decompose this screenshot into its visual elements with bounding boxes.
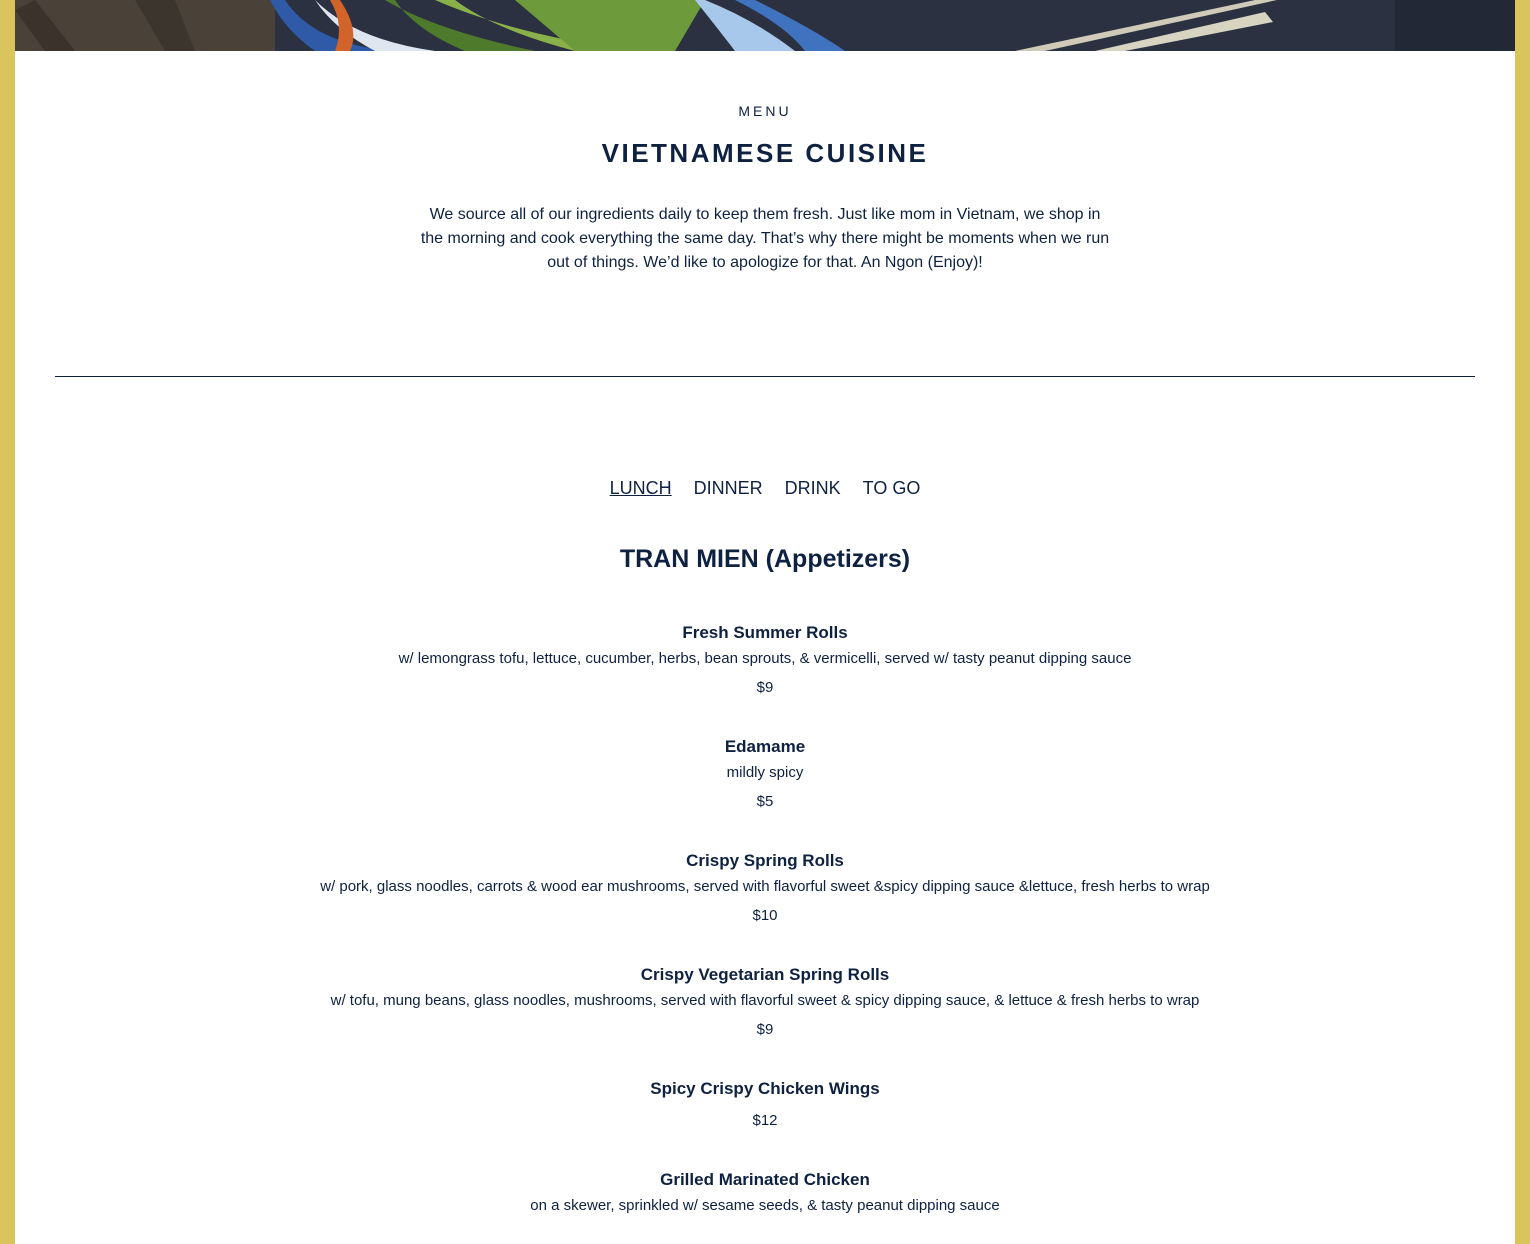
- intro-paragraph: We source all of our ingredients daily to keep them fresh. Just like mom in Vietnam, we shop in the morning and cook everything the same day. That’s why there might be moments when we run out of things. We’d like to apologize for that. An Ngon (Enjoy)!: [420, 206, 1110, 271]
- menu-item: [285, 620, 1245, 698]
- menu-tabs: [15, 478, 1515, 499]
- menu-item: [285, 1076, 1245, 1131]
- menu-item-name: Grilled Marinated Chicken: [660, 1170, 870, 1189]
- menu-item-description: w/ tofu, mung beans, glass noodles, mushrooms, served with flavorful sweet & spicy dipping sauce, & lettuce & fresh herbs to wrap: [330, 992, 1200, 1009]
- menu-item-name: Fresh Summer Rolls: [682, 623, 848, 642]
- menu-item-name: Spicy Crispy Chicken Wings: [650, 1079, 880, 1098]
- menu-eyebrow: MENU: [738, 103, 792, 119]
- menu-item-name: Crispy Vegetarian Spring Rolls: [640, 965, 890, 984]
- tab-dinner[interactable]: DINNER: [693, 478, 763, 498]
- menu-item-price: $5: [756, 793, 774, 810]
- menu-item-description: mildly spicy: [726, 764, 804, 781]
- menu-item-description: on a skewer, sprinkled w/ sesame seeds, & tasty peanut dipping sauce: [530, 1197, 1000, 1214]
- page-frame: [15, 0, 1515, 1244]
- hero-banner-image: [15, 0, 1515, 51]
- section-title: TRAN MIEN (Appetizers): [619, 545, 911, 573]
- menu-item-name: Edamame: [724, 737, 806, 756]
- menu-item-list: [285, 620, 1245, 1244]
- menu-item: [285, 962, 1245, 1040]
- menu-item-price: $9: [756, 679, 774, 696]
- tab-to-go[interactable]: TO GO: [862, 478, 921, 498]
- menu-item-description: w/ pork, glass noodles, carrots & wood ear mushrooms, served with flavorful sweet &spicy dipping sauce &lettuce, fresh herbs to wrap: [320, 878, 1210, 895]
- menu-item-description: w/ lemongrass tofu, lettuce, cucumber, herbs, bean sprouts, & vermicelli, served w/ tasty peanut dipping sauce: [398, 650, 1132, 667]
- menu-item-name: Crispy Spring Rolls: [686, 851, 844, 870]
- page-title: VIETNAMESE CUISINE: [601, 138, 929, 168]
- section-divider: [55, 376, 1475, 377]
- menu-item: [285, 848, 1245, 926]
- menu-item: [285, 1167, 1245, 1216]
- tab-drink[interactable]: DRINK: [784, 478, 841, 498]
- menu-item-price: $12: [752, 1112, 778, 1129]
- tab-lunch[interactable]: LUNCH: [609, 478, 672, 498]
- menu-item-price: $10: [752, 907, 778, 924]
- menu-item: [285, 734, 1245, 812]
- menu-item-price: $9: [756, 1021, 774, 1038]
